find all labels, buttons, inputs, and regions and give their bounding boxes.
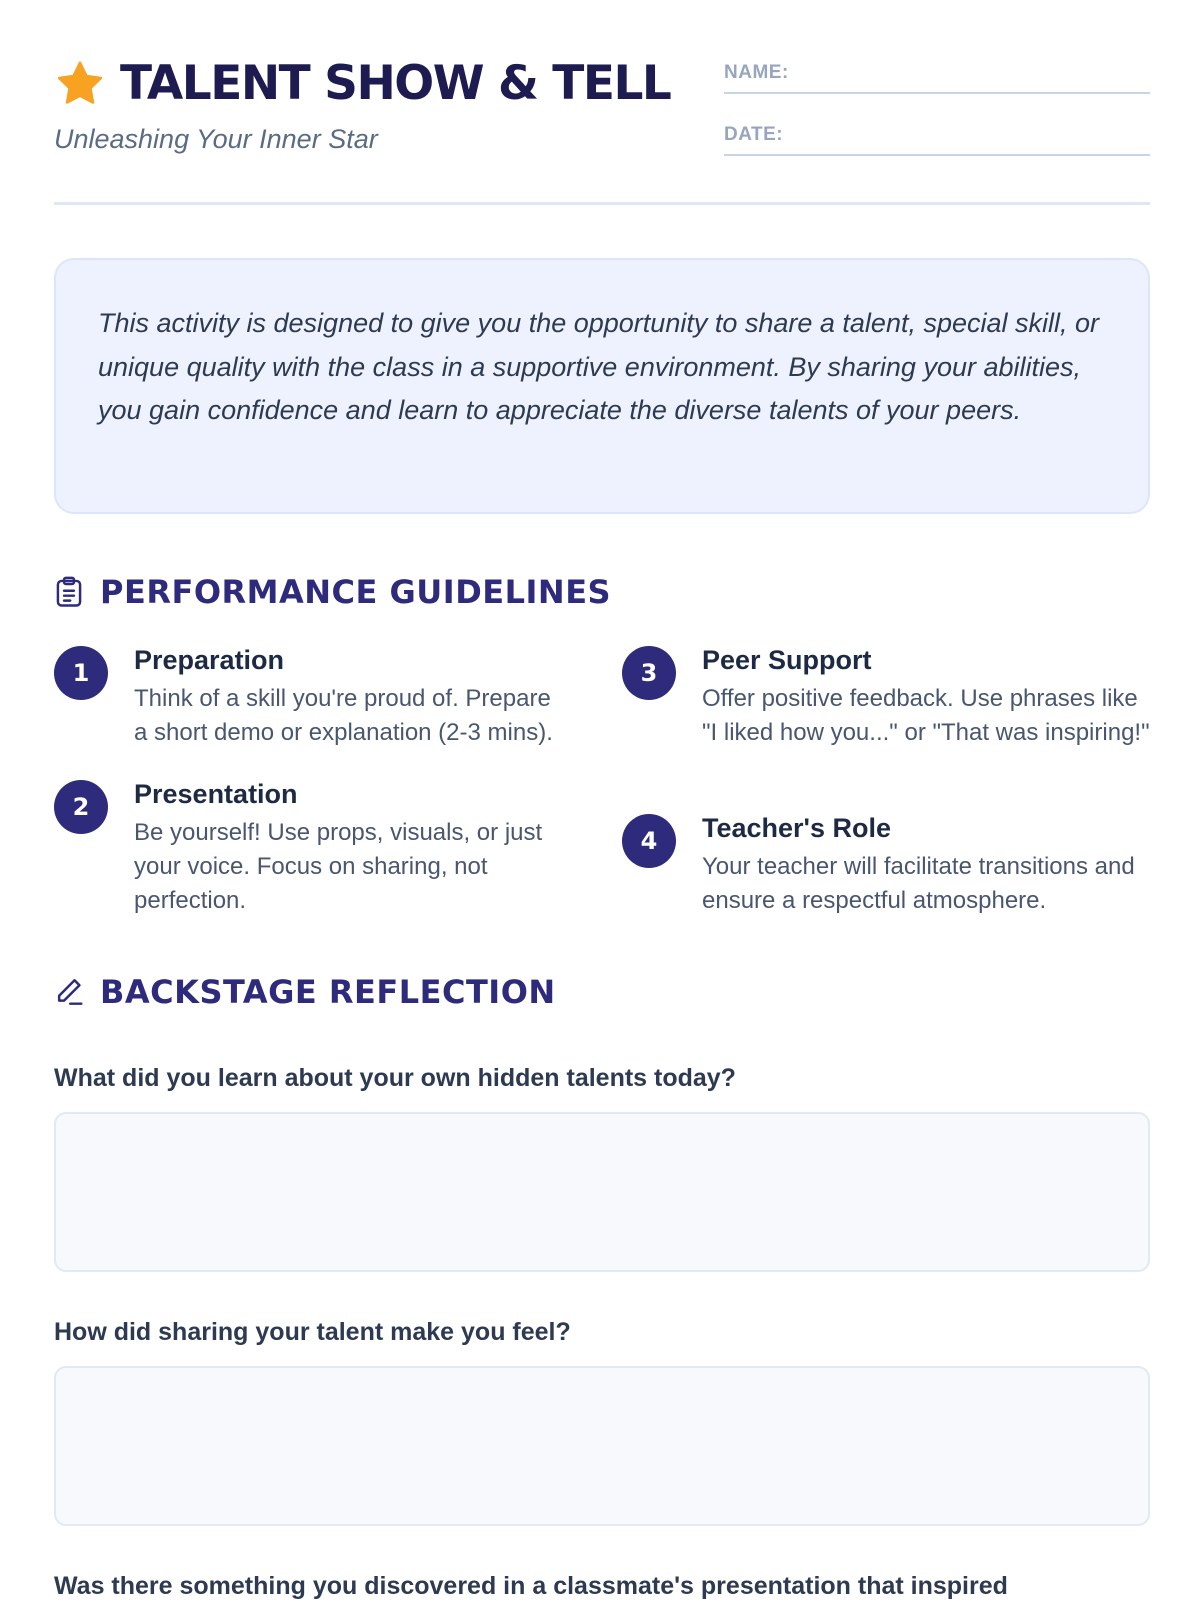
guideline-item: [622, 644, 1150, 750]
reflection-question: What did you learn about your own hidden talents today?: [54, 1064, 736, 1092]
guideline-title: Teacher's Role: [702, 813, 891, 843]
guideline-item: [54, 778, 554, 918]
guideline-item: [54, 644, 554, 750]
header: [54, 0, 1150, 205]
date-field[interactable]: [724, 124, 1150, 156]
pencil-icon: [54, 976, 84, 1008]
clipboard-icon: [54, 576, 84, 608]
guideline-title: Presentation: [134, 779, 298, 809]
guideline-title: Preparation: [134, 645, 285, 675]
name-field[interactable]: [724, 62, 1150, 94]
guideline-text: Be yourself! Use props, visuals, or just your voice. Focus on sharing, not perfection.: [134, 819, 543, 914]
reflection-question: Was there something you discovered in a classmate's presentation that inspired: [54, 1572, 1008, 1600]
date-label: DATE:: [724, 124, 784, 145]
star-icon: [54, 58, 106, 110]
answer-box[interactable]: [54, 1112, 1150, 1272]
guideline-text: Your teacher will facilitate transitions and ensure a respectful atmosphere.: [702, 853, 1135, 914]
guidelines-heading: [54, 572, 611, 612]
step-number-badge: 4: [622, 814, 676, 868]
reflection-title: BACKSTAGE REFLECTION: [100, 973, 556, 1011]
step-number-badge: 1: [54, 646, 108, 700]
guideline-text: Think of a skill you're proud of. Prepare a short demo or explanation (2-3 mins).: [134, 685, 553, 746]
answer-box[interactable]: [54, 1366, 1150, 1526]
brand: [54, 56, 670, 112]
reflection-question: How did sharing your talent make you feel?: [54, 1318, 571, 1346]
page-title: TALENT SHOW & TELL: [120, 56, 671, 111]
name-label: NAME:: [724, 62, 789, 83]
guideline-title: Peer Support: [702, 645, 872, 675]
step-number-badge: 3: [622, 646, 676, 700]
reflection-heading: [54, 972, 556, 1012]
worksheet-page: [54, 0, 1150, 1600]
guideline-text: Offer positive feedback. Use phrases like "I liked how you..." or "That was inspiring!": [702, 685, 1150, 746]
intro-text: This activity is designed to give you the opportunity to share a talent, special skill, or unique quality with the class in a supportive environment. By sharing your abilities, you gain confidence and learn to appreciate the diverse talents of your peers.: [98, 308, 1100, 425]
intro-box: [54, 258, 1150, 514]
page-subtitle: Unleashing Your Inner Star: [54, 124, 378, 154]
guidelines-title: PERFORMANCE GUIDELINES: [100, 573, 612, 611]
guideline-item: [622, 812, 1150, 918]
step-number-badge: 2: [54, 780, 108, 834]
